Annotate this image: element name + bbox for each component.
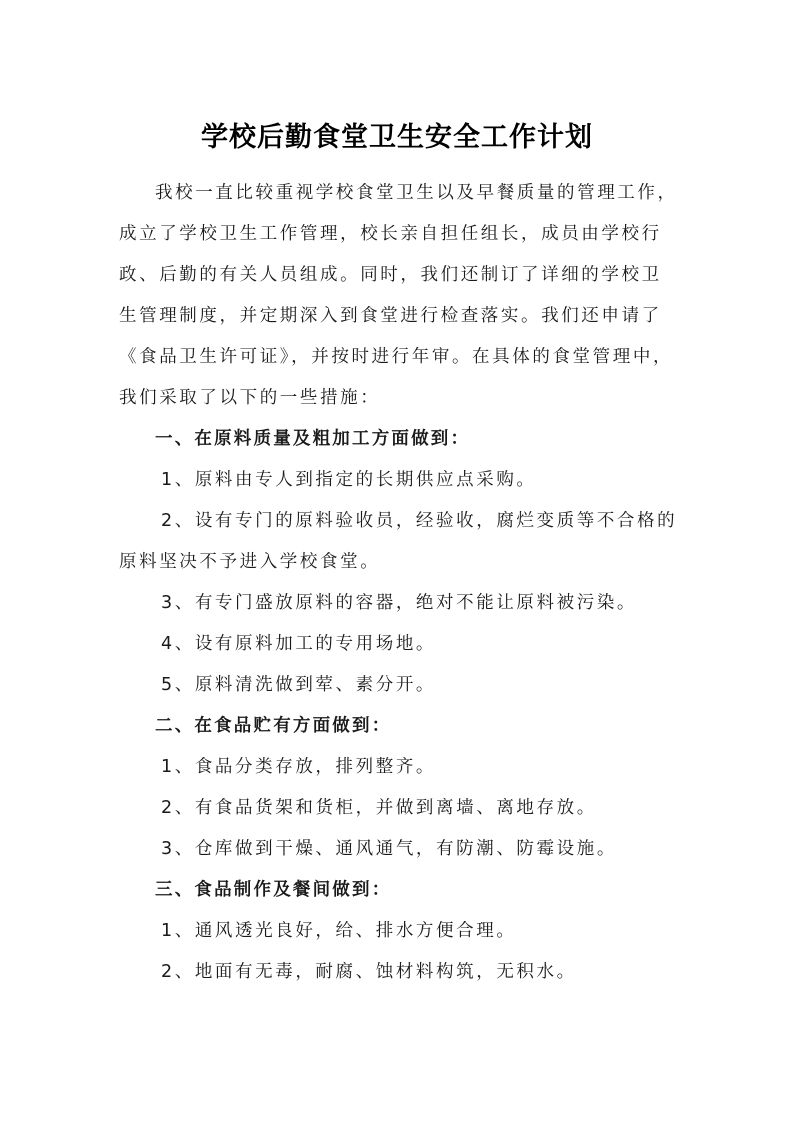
document-body [119, 173, 679, 993]
intro-paragraph: 我校一直比较重视学校食堂卫生以及早餐质量的管理工作，成立了学校卫生工作管理，校长亲自担任组长，成员由学校行政、后勤的有关人员组成。同时，我们还制订了详细的学校卫生管理制度，并定期深入到食堂进行检查落实。我们还申请了《食品卫生许可证》，并按时进行年审。在具体的食堂管理中，我们采取了以下的一些措施： [119, 183, 678, 408]
section-2-item-2: 2、有食品货架和货柜，并做到离墙、离地存放。 [161, 798, 597, 818]
section-2-item-1: 1、食品分类存放，排列整齐。 [161, 757, 437, 777]
document-title: 学校后勤食堂卫生安全工作计划 [201, 122, 593, 153]
section-1-item-3: 3、有专门盛放原料的容器，绝对不能让原料被污染。 [161, 593, 638, 613]
section-3-item-1: 1、通风透光良好，给、排水方便合理。 [161, 921, 517, 941]
section-1-item-4: 4、设有原料加工的专用场地。 [161, 634, 437, 654]
section-heading-1: 一、在原料质量及粗加工方面做到： [155, 429, 471, 449]
section-2-item-3: 3、仓库做到干燥、通风通气，有防潮、防霉设施。 [161, 839, 617, 859]
section-3-item-2: 2、地面有无毒，耐腐、蚀材料构筑，无积水。 [161, 962, 577, 982]
section-1-item-2: 2、设有专门的原料验收员，经验收，腐烂变质等不合格的原料坚决不予进入学校食堂。 [119, 511, 678, 572]
section-1-item-1: 1、原料由专人到指定的长期供应点采购。 [161, 470, 537, 490]
section-heading-2: 二、在食品贮有方面做到： [155, 716, 392, 736]
section-heading-3: 三、食品制作及餐间做到： [155, 880, 392, 900]
section-1-item-5: 5、原料清洗做到荤、素分开。 [161, 675, 437, 695]
